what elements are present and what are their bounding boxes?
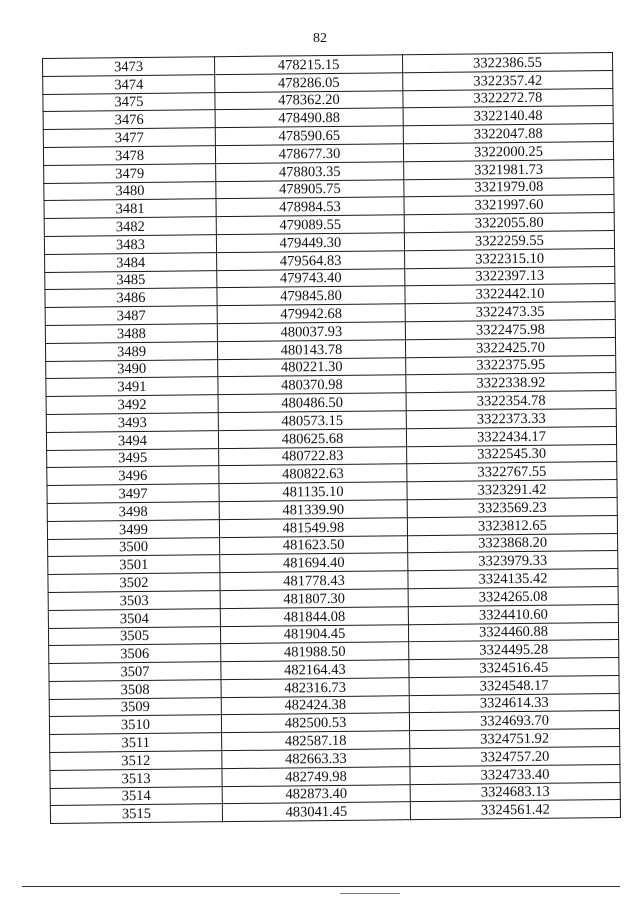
y-coordinate-cell: 3322272.78	[403, 88, 613, 108]
x-coordinate-cell: 482749.98	[222, 767, 410, 787]
point-number-cell: 3495	[47, 448, 219, 468]
point-number-cell: 3477	[43, 128, 215, 148]
y-coordinate-cell: 3323868.20	[408, 533, 618, 553]
y-coordinate-cell: 3323979.33	[408, 551, 618, 571]
point-number-cell: 3480	[44, 181, 216, 201]
x-coordinate-cell: 478490.88	[215, 108, 403, 128]
y-coordinate-cell: 3322442.10	[405, 284, 615, 304]
y-coordinate-cell: 3322386.55	[402, 53, 612, 73]
point-number-cell: 3514	[50, 786, 222, 806]
point-number-cell: 3512	[50, 751, 222, 771]
x-coordinate-cell: 482316.73	[221, 678, 409, 698]
point-number-cell: 3479	[44, 163, 216, 183]
y-coordinate-cell: 3322047.88	[403, 124, 613, 144]
point-number-cell: 3506	[49, 644, 221, 664]
x-coordinate-cell: 480143.78	[217, 339, 405, 359]
y-coordinate-cell: 3323291.42	[407, 480, 617, 500]
point-number-cell: 3515	[50, 804, 222, 824]
x-coordinate-cell: 481778.43	[220, 571, 408, 591]
y-coordinate-cell: 3321997.60	[404, 195, 614, 215]
x-coordinate-cell: 481904.45	[220, 624, 408, 644]
y-coordinate-cell: 3324495.28	[409, 640, 619, 660]
y-coordinate-cell: 3324561.42	[410, 800, 620, 820]
y-coordinate-cell: 3322000.25	[403, 142, 613, 162]
point-number-cell: 3476	[43, 110, 215, 130]
point-number-cell: 3510	[49, 715, 221, 735]
page-number: 82	[313, 31, 327, 46]
x-coordinate-cell: 482424.38	[221, 695, 409, 715]
point-number-cell: 3485	[45, 270, 217, 290]
x-coordinate-cell: 478803.35	[216, 162, 404, 182]
coordinates-table-container	[42, 52, 620, 824]
x-coordinate-cell: 480037.93	[217, 322, 405, 342]
y-coordinate-cell: 3322425.70	[405, 337, 615, 357]
x-coordinate-cell: 479564.83	[217, 250, 405, 270]
y-coordinate-cell: 3322259.55	[404, 230, 614, 250]
x-coordinate-cell: 478286.05	[215, 73, 403, 93]
x-coordinate-cell: 478677.30	[215, 144, 403, 164]
y-coordinate-cell: 3322767.55	[407, 462, 617, 482]
y-coordinate-cell: 3324410.60	[408, 604, 618, 624]
x-coordinate-cell: 478984.53	[216, 197, 404, 217]
coordinates-table-body	[43, 53, 621, 824]
x-coordinate-cell: 481339.90	[219, 500, 407, 520]
y-coordinate-cell: 3322338.92	[406, 373, 616, 393]
y-coordinate-cell: 3324516.45	[409, 658, 619, 678]
x-coordinate-cell: 479449.30	[216, 233, 404, 253]
y-coordinate-cell: 3322140.48	[403, 106, 613, 126]
point-number-cell: 3501	[48, 555, 220, 575]
coordinates-table	[42, 52, 621, 824]
y-coordinate-cell: 3322473.35	[405, 302, 615, 322]
point-number-cell: 3505	[48, 626, 220, 646]
point-number-cell: 3496	[47, 466, 219, 486]
x-coordinate-cell: 480625.68	[218, 428, 406, 448]
point-number-cell: 3499	[47, 519, 219, 539]
point-number-cell: 3494	[46, 430, 218, 450]
y-coordinate-cell: 3322055.80	[404, 213, 614, 233]
x-coordinate-cell: 481844.08	[220, 606, 408, 626]
y-coordinate-cell: 3324693.70	[409, 711, 619, 731]
bottom-rule-secondary	[340, 893, 400, 894]
x-coordinate-cell: 482500.53	[221, 713, 409, 733]
point-number-cell: 3486	[45, 288, 217, 308]
x-coordinate-cell: 482663.33	[222, 749, 410, 769]
x-coordinate-cell: 480370.98	[218, 375, 406, 395]
point-number-cell: 3489	[45, 341, 217, 361]
point-number-cell: 3484	[45, 252, 217, 272]
x-coordinate-cell: 481988.50	[221, 642, 409, 662]
point-number-cell: 3498	[47, 502, 219, 522]
x-coordinate-cell: 480221.30	[218, 357, 406, 377]
point-number-cell: 3502	[48, 573, 220, 593]
y-coordinate-cell: 3324135.42	[408, 569, 618, 589]
x-coordinate-cell: 478215.15	[214, 55, 402, 75]
y-coordinate-cell: 3324751.92	[410, 729, 620, 749]
point-number-cell: 3507	[49, 662, 221, 682]
x-coordinate-cell: 479743.40	[217, 268, 405, 288]
y-coordinate-cell: 3322354.78	[406, 391, 616, 411]
y-coordinate-cell: 3322475.98	[405, 319, 615, 339]
x-coordinate-cell: 481807.30	[220, 589, 408, 609]
y-coordinate-cell: 3323812.65	[407, 515, 617, 535]
x-coordinate-cell: 478905.75	[216, 179, 404, 199]
point-number-cell: 3511	[50, 733, 222, 753]
point-number-cell: 3474	[43, 74, 215, 94]
point-number-cell: 3483	[44, 235, 216, 255]
x-coordinate-cell: 480722.83	[219, 446, 407, 466]
y-coordinate-cell: 3322357.42	[403, 70, 613, 90]
x-coordinate-cell: 480573.15	[218, 411, 406, 431]
y-coordinate-cell: 3324548.17	[409, 675, 619, 695]
x-coordinate-cell: 479089.55	[216, 215, 404, 235]
y-coordinate-cell: 3322375.95	[406, 355, 616, 375]
y-coordinate-cell: 3322434.17	[406, 426, 616, 446]
point-number-cell: 3492	[46, 395, 218, 415]
x-coordinate-cell: 481549.98	[219, 517, 407, 537]
y-coordinate-cell: 3321979.08	[404, 177, 614, 197]
x-coordinate-cell: 479942.68	[217, 304, 405, 324]
y-coordinate-cell: 3324733.40	[410, 764, 620, 784]
y-coordinate-cell: 3324614.33	[409, 693, 619, 713]
x-coordinate-cell: 482164.43	[221, 660, 409, 680]
point-number-cell: 3475	[43, 92, 215, 112]
point-number-cell: 3504	[48, 608, 220, 628]
x-coordinate-cell: 482873.40	[222, 784, 410, 804]
y-coordinate-cell: 3322397.13	[405, 266, 615, 286]
y-coordinate-cell: 3322315.10	[405, 248, 615, 268]
point-number-cell: 3482	[44, 217, 216, 237]
x-coordinate-cell: 481694.40	[220, 553, 408, 573]
point-number-cell: 3503	[48, 591, 220, 611]
y-coordinate-cell: 3323569.23	[407, 497, 617, 517]
y-coordinate-cell: 3322545.30	[407, 444, 617, 464]
point-number-cell: 3491	[46, 377, 218, 397]
y-coordinate-cell: 3324460.88	[408, 622, 618, 642]
y-coordinate-cell: 3322373.33	[406, 408, 616, 428]
point-number-cell: 3488	[45, 324, 217, 344]
x-coordinate-cell: 478590.65	[215, 126, 403, 146]
y-coordinate-cell: 3324265.08	[408, 586, 618, 606]
x-coordinate-cell: 480822.63	[219, 464, 407, 484]
y-coordinate-cell: 3321981.73	[404, 159, 614, 179]
x-coordinate-cell: 478362.20	[215, 90, 403, 110]
y-coordinate-cell: 3324683.13	[410, 782, 620, 802]
point-number-cell: 3478	[43, 146, 215, 166]
point-number-cell: 3508	[49, 680, 221, 700]
point-number-cell: 3509	[49, 697, 221, 717]
point-number-cell: 3497	[47, 484, 219, 504]
x-coordinate-cell: 482587.18	[222, 731, 410, 751]
point-number-cell: 3513	[50, 769, 222, 789]
point-number-cell: 3473	[43, 57, 215, 77]
point-number-cell: 3487	[45, 306, 217, 326]
x-coordinate-cell: 483041.45	[222, 802, 410, 822]
x-coordinate-cell: 480486.50	[218, 393, 406, 413]
x-coordinate-cell: 479845.80	[217, 286, 405, 306]
bottom-rule	[22, 886, 620, 887]
point-number-cell: 3493	[46, 413, 218, 433]
point-number-cell: 3490	[46, 359, 218, 379]
point-number-cell: 3500	[48, 537, 220, 557]
x-coordinate-cell: 481135.10	[219, 482, 407, 502]
x-coordinate-cell: 481623.50	[220, 535, 408, 555]
point-number-cell: 3481	[44, 199, 216, 219]
y-coordinate-cell: 3324757.20	[410, 747, 620, 767]
